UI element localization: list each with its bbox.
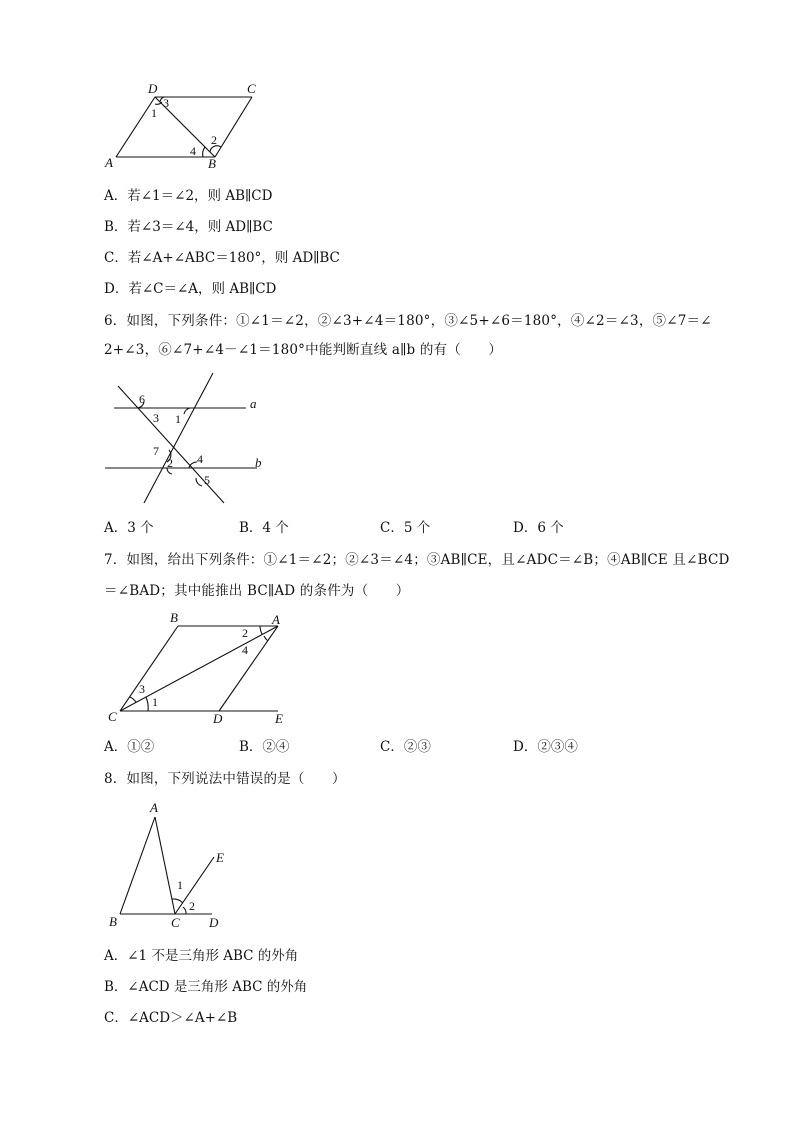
angle-3-label-q6: 3 [153, 411, 159, 425]
q6-option-c: C．5 个 [380, 520, 431, 536]
q6-option-a: A．3 个 [104, 520, 154, 536]
label-C-q7: C [108, 709, 117, 724]
q7-option-d: D．②③④ [513, 739, 578, 755]
q8-option-c: C．∠ACD＞∠A+∠B [104, 1010, 238, 1026]
label-A: A [105, 155, 113, 170]
label-E-q7: E [275, 711, 283, 726]
line-a-label: a [250, 396, 257, 411]
q5-option-b: B．若∠3＝∠4，则 AD∥BC [104, 219, 273, 235]
label-A-q7: A [272, 612, 280, 627]
label-B-q8: B [109, 914, 117, 929]
q5-option-a: A．若∠1＝∠2，则 AB∥CD [104, 188, 273, 204]
angle-2-label-q6: 2 [167, 456, 173, 470]
label-A-q8: A [150, 800, 158, 815]
label-C-q8: C [171, 915, 180, 930]
angle-6-label: 6 [139, 392, 145, 406]
angle-4-label-q6: 4 [197, 452, 203, 466]
q8-option-b: B．∠ACD 是三角形 ABC 的外角 [104, 979, 308, 995]
q7-stem-line1: 7．如图，给出下列条件：①∠1＝∠2；②∠3＝∠4；③AB∥CE，且∠ADC＝∠B；④AB∥CE 且∠BCD [104, 552, 730, 568]
q8-option-a: A．∠1 不是三角形 ABC 的外角 [104, 948, 299, 964]
label-D: D [148, 81, 158, 96]
q5-option-d: D．若∠C＝∠A，则 AB∥CD [104, 281, 277, 297]
label-E-q8: E [216, 850, 224, 865]
label-D-q7: D [213, 711, 223, 726]
label-C: C [247, 81, 256, 96]
q8-stem-line1: 8．如图，下列说法中错误的是（ ） [104, 771, 346, 787]
angle-2-label-q8: 2 [189, 899, 195, 913]
q7-stem-line2: ＝∠BAD；其中能推出 BC∥AD 的条件为（ ） [104, 583, 410, 599]
angle-1-label-q7: 1 [152, 695, 158, 709]
angle-1-label-q8: 1 [177, 878, 183, 892]
label-D-q8: D [209, 915, 219, 930]
q6-stem-line2: 2+∠3，⑥∠7+∠4－∠1＝180°中能判断直线 a∥b 的有（ ） [104, 342, 503, 358]
line-b-label: b [255, 455, 262, 470]
angle-2-label-q7: 2 [242, 626, 248, 640]
angle-3-label-q7: 3 [139, 682, 145, 696]
q7-option-b: B．②④ [239, 739, 290, 755]
q6-stem-line1: 6．如图，下列条件：①∠1＝∠2，②∠3+∠4＝180°，③∠5+∠6＝180°，④∠2＝∠3，⑤∠7＝∠ [104, 313, 712, 329]
label-B: B [208, 156, 216, 171]
angle-7-label: 7 [153, 444, 159, 458]
angle-2-label: 2 [211, 133, 217, 147]
label-B-q7: B [170, 610, 178, 625]
q7-option-c: C．②③ [380, 739, 431, 755]
angle-1-label: 1 [151, 106, 157, 120]
q6-option-d: D．6 个 [513, 520, 564, 536]
angle-4-label-q7: 4 [242, 643, 248, 657]
angle-4-label: 4 [190, 144, 196, 158]
q6-option-b: B．4 个 [239, 520, 289, 536]
q5-option-c: C．若∠A+∠ABC＝180°，则 AD∥BC [104, 250, 340, 266]
angle-1-label-q6: 1 [175, 412, 181, 426]
angle-3-label: 3 [163, 96, 169, 110]
angle-5-label: 5 [204, 473, 210, 487]
q7-option-a: A．①② [104, 739, 155, 755]
